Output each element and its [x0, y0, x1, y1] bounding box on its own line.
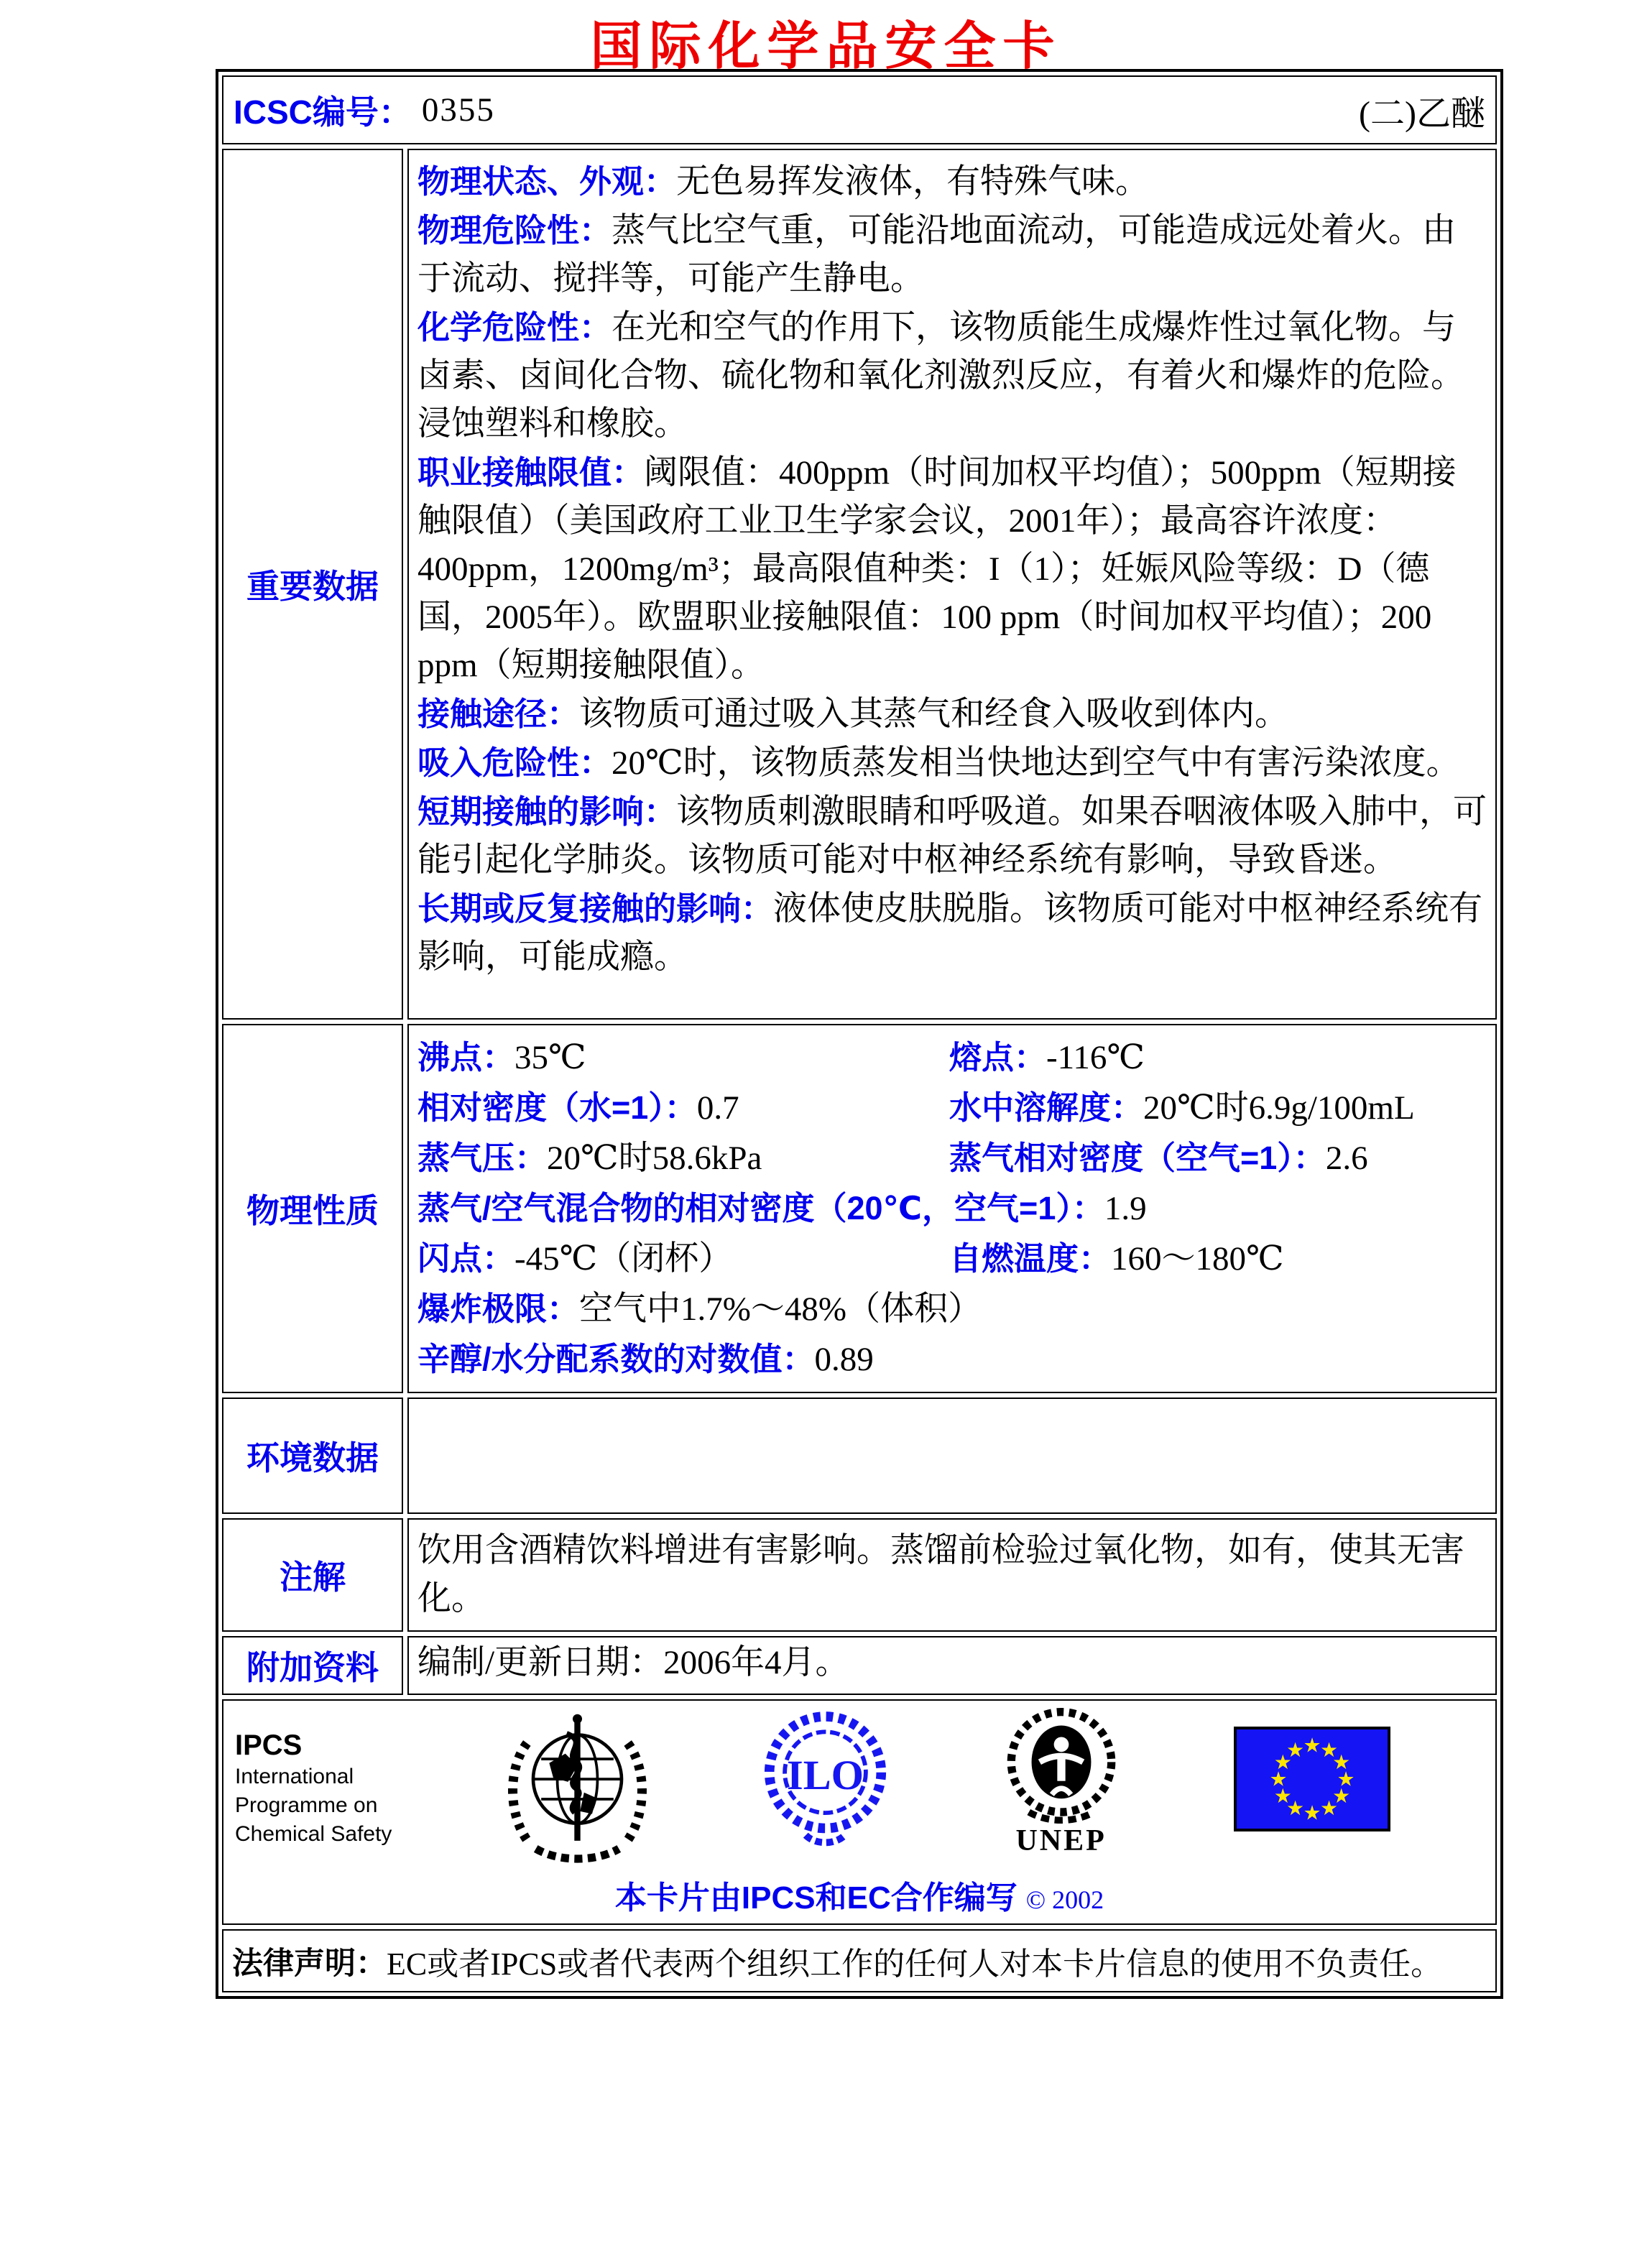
property-line: [417, 1033, 1487, 1083]
property-value: 空气中1.7%～48%（体积）: [579, 1290, 982, 1328]
additional-info-text: 2006年4月。: [663, 1644, 849, 1681]
page-title: 国际化学品安全卡: [590, 18, 1062, 75]
property-label: 相对密度（水=1）：: [417, 1089, 697, 1126]
environmental-data-content: [407, 1398, 1497, 1514]
credit-text: 本卡片由IPCS和EC合作编写: [614, 1880, 1017, 1916]
row-label-additional-info: 附加资料: [222, 1636, 403, 1695]
data-item: [417, 206, 1487, 303]
item-text: 蒸气比空气重，可能沿地面流动，可能造成远处着火。由于流动、搅拌等，可能产生静电。: [417, 212, 1457, 297]
data-item: [417, 448, 1487, 690]
property-line: [417, 1234, 1487, 1284]
data-item: [417, 303, 1487, 448]
item-text: 该物质可通过吸入其蒸气和经食入吸收到体内。: [579, 696, 1289, 733]
header-row: [222, 75, 1497, 144]
property-value: 0.7: [696, 1089, 739, 1127]
who-logo: [504, 1708, 651, 1872]
item-text: 20℃时，该物质蒸发相当快地达到空气中有害污染浓度。: [612, 744, 1460, 782]
property-value: 1.9: [1104, 1190, 1147, 1227]
ipcs-line: Chemical Safety: [235, 1822, 392, 1846]
svg-text:★: ★: [1273, 1784, 1292, 1808]
svg-text:ILO: ILO: [787, 1752, 864, 1799]
property-label: 蒸气/空气混合物的相对密度（20℃，空气=1）：: [417, 1190, 1104, 1226]
property-label: 蒸气压：: [417, 1140, 548, 1176]
physical-properties-row: [222, 1024, 1497, 1393]
item-text: 该物质刺激眼睛和呼吸道。如果吞咽液体吸入肺中，可能引起化学肺炎。该物质可能对中枢神经系统有影响，导致昏迷。: [417, 793, 1487, 879]
logos-cell: [222, 1699, 1497, 1925]
svg-text:★: ★: [1269, 1767, 1288, 1791]
row-label-environmental-data: 环境数据: [222, 1398, 403, 1514]
notes-row: [222, 1518, 1497, 1632]
ipcs-acronym: IPCS: [235, 1729, 303, 1761]
legal-label: 法律声明：: [232, 1946, 387, 1981]
additional-info-row: [222, 1636, 1497, 1695]
unep-label: UNEP: [1015, 1824, 1107, 1857]
property-value: 0.89: [814, 1341, 874, 1378]
svg-text:★: ★: [1332, 1750, 1351, 1774]
item-text: 无色易挥发液体，有特殊气味。: [676, 163, 1150, 200]
property-label: 蒸气相对密度（空气=1）：: [949, 1140, 1326, 1176]
svg-text:★: ★: [1273, 1750, 1292, 1774]
property-value: 20℃时6.9g/100mL: [1143, 1089, 1415, 1127]
property-line: [417, 1083, 1487, 1133]
item-label: 长期或反复接触的影响：: [417, 890, 774, 927]
property-label: 闪点：: [417, 1240, 515, 1277]
property-line: [417, 1284, 1487, 1334]
data-item: [417, 690, 1487, 739]
data-item: [417, 787, 1487, 884]
icsc-card: [216, 69, 1503, 1999]
additional-info-content: [407, 1636, 1497, 1695]
item-label: 化学危险性：: [417, 309, 612, 346]
item-label: 短期接触的影响：: [417, 793, 677, 830]
legal-cell: [222, 1929, 1497, 1992]
property-value: -45℃（闭杯）: [514, 1240, 733, 1278]
important-data-row: [222, 149, 1497, 1020]
data-item: [417, 884, 1487, 981]
legal-text: EC或者IPCS或者代表两个组织工作的任何人对本卡片信息的使用不负责任。: [387, 1946, 1443, 1982]
ilo-logo: [762, 1708, 888, 1848]
svg-text:★: ★: [1303, 1801, 1321, 1825]
svg-text:★: ★: [1319, 1737, 1339, 1762]
property-label: 自燃温度：: [949, 1240, 1112, 1277]
item-label: 接触途径：: [417, 696, 580, 732]
property-value: 20℃时58.6kPa: [547, 1140, 762, 1177]
notes-content: 饮用含酒精饮料增进有害影响。蒸馏前检验过氧化物，如有，使其无害化。: [407, 1518, 1497, 1632]
copyright-text: © 2002: [1025, 1885, 1104, 1914]
data-item: [417, 157, 1487, 206]
eu-flag-icon: [1234, 1727, 1390, 1831]
property-line: [417, 1183, 1487, 1234]
legal-row: [222, 1929, 1497, 1992]
chemical-name: (二)乙醚: [1359, 94, 1485, 133]
svg-text:★: ★: [1319, 1796, 1339, 1821]
property-label: 爆炸极限：: [417, 1290, 580, 1327]
unep-logo: [1000, 1708, 1122, 1857]
row-label-important-data: 重要数据: [222, 149, 403, 1020]
property-label: 水中溶解度：: [949, 1089, 1144, 1126]
svg-text:★: ★: [1286, 1796, 1305, 1821]
property-label: 熔点：: [949, 1039, 1047, 1076]
item-text: 液体使皮肤脱脂。该物质可能对中枢神经系统有影响，可能成瘾。: [417, 890, 1483, 976]
environmental-data-row: [222, 1398, 1497, 1514]
svg-text:★: ★: [1332, 1784, 1351, 1808]
eu-flag: [1234, 1708, 1390, 1831]
row-label-notes: 注解: [222, 1518, 403, 1632]
unep-icon: [1000, 1708, 1122, 1824]
item-label: 职业接触限值：: [417, 454, 645, 491]
header-cell: [222, 75, 1497, 144]
ipcs-line: Programme on: [235, 1793, 378, 1817]
ipcs-logo-text: [235, 1708, 392, 1849]
property-value: 160～180℃: [1111, 1240, 1284, 1278]
item-label: 物理危险性：: [417, 212, 612, 249]
physical-properties-content: [407, 1024, 1497, 1393]
data-item: [417, 739, 1487, 787]
svg-text:★: ★: [1286, 1737, 1305, 1762]
property-value: 2.6: [1325, 1140, 1368, 1177]
property-value: 35℃: [514, 1039, 586, 1076]
item-label: 吸入危险性：: [417, 744, 612, 781]
svg-text:★: ★: [1303, 1733, 1321, 1757]
property-value: -116℃: [1046, 1039, 1145, 1076]
property-label: 沸点：: [417, 1039, 515, 1076]
who-icon: [504, 1708, 651, 1872]
additional-info-label: 编制/更新日期：: [417, 1644, 664, 1681]
svg-text:★: ★: [1337, 1767, 1355, 1791]
icsc-number-label: ICSC编号：: [234, 93, 412, 131]
important-data-content: [407, 149, 1497, 1020]
property-line: [417, 1334, 1487, 1385]
item-label: 物理状态、外观：: [417, 163, 677, 200]
icsc-number-value: 0355: [421, 91, 495, 129]
ipcs-line: International: [235, 1765, 354, 1788]
item-text: 阈限值：400ppm（时间加权平均值）；500ppm（短期接触限值）（美国政府工业卫生学家会议，2001年）；最高容许浓度：400ppm，1200mg/m³；最高限值种类：I（1）；妊娠风险等级：D（德国，2005年）。欧盟职业接触限值：100 ppm（时间加权平均值）；200 ppm（短期接触限值）。: [417, 454, 1457, 684]
property-line: [417, 1133, 1487, 1183]
credit-line: [235, 1879, 1484, 1919]
logos-row: [222, 1699, 1497, 1925]
ilo-icon: [762, 1708, 888, 1848]
item-text: 在光和空气的作用下，该物质能生成爆炸性过氧化物。与卤素、卤间化合物、硫化物和氧化剂激烈反应，有着火和爆炸的危险。浸蚀塑料和橡胶。: [417, 309, 1464, 443]
property-label: 辛醇/水分配系数的对数值：: [417, 1341, 815, 1377]
row-label-physical-properties: 物理性质: [222, 1024, 403, 1393]
